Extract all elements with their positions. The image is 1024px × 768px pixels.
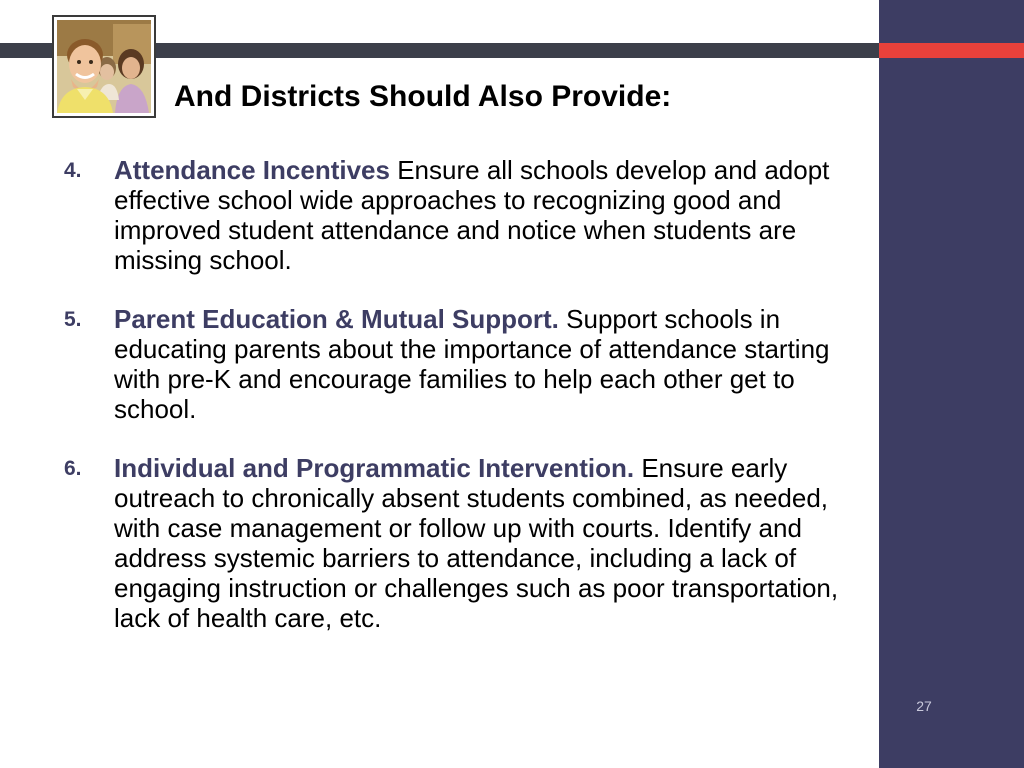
item-text: Support schools in educating parents about the importance of attendance starting with pre-K and encourage families to help each other get to school. xyxy=(114,304,830,424)
item-text: Ensure early outreach to chronically absent students combined, as needed, with case management or follow up with courts. Identify and address systemic barriers to attendance, including a lack of engaging instruction or challenges such as poor transportation, lack of health care, etc. xyxy=(114,453,839,633)
list-item xyxy=(64,304,864,424)
recommendation-list xyxy=(64,155,864,662)
item-paragraph xyxy=(114,155,864,275)
list-item xyxy=(64,453,864,633)
item-text: Ensure all schools develop and adopt effective school wide approaches to recognizing good and improved student attendance and notice when students are missing school. xyxy=(114,155,830,275)
side-panel xyxy=(879,0,1024,768)
item-heading: Parent Education & Mutual Support. xyxy=(114,304,559,334)
students-photo xyxy=(52,15,156,118)
item-heading: Individual and Programmatic Intervention. xyxy=(114,453,635,483)
accent-rule xyxy=(879,43,1024,58)
item-paragraph xyxy=(114,304,864,424)
slide-title: And Districts Should Also Provide: xyxy=(174,80,672,113)
item-heading: Attendance Incentives xyxy=(114,155,390,185)
item-number: 4. xyxy=(64,159,82,182)
item-number: 5. xyxy=(64,308,82,331)
item-number: 6. xyxy=(64,457,82,480)
page-number: 27 xyxy=(916,698,932,714)
list-item xyxy=(64,155,864,275)
item-paragraph xyxy=(114,453,864,633)
